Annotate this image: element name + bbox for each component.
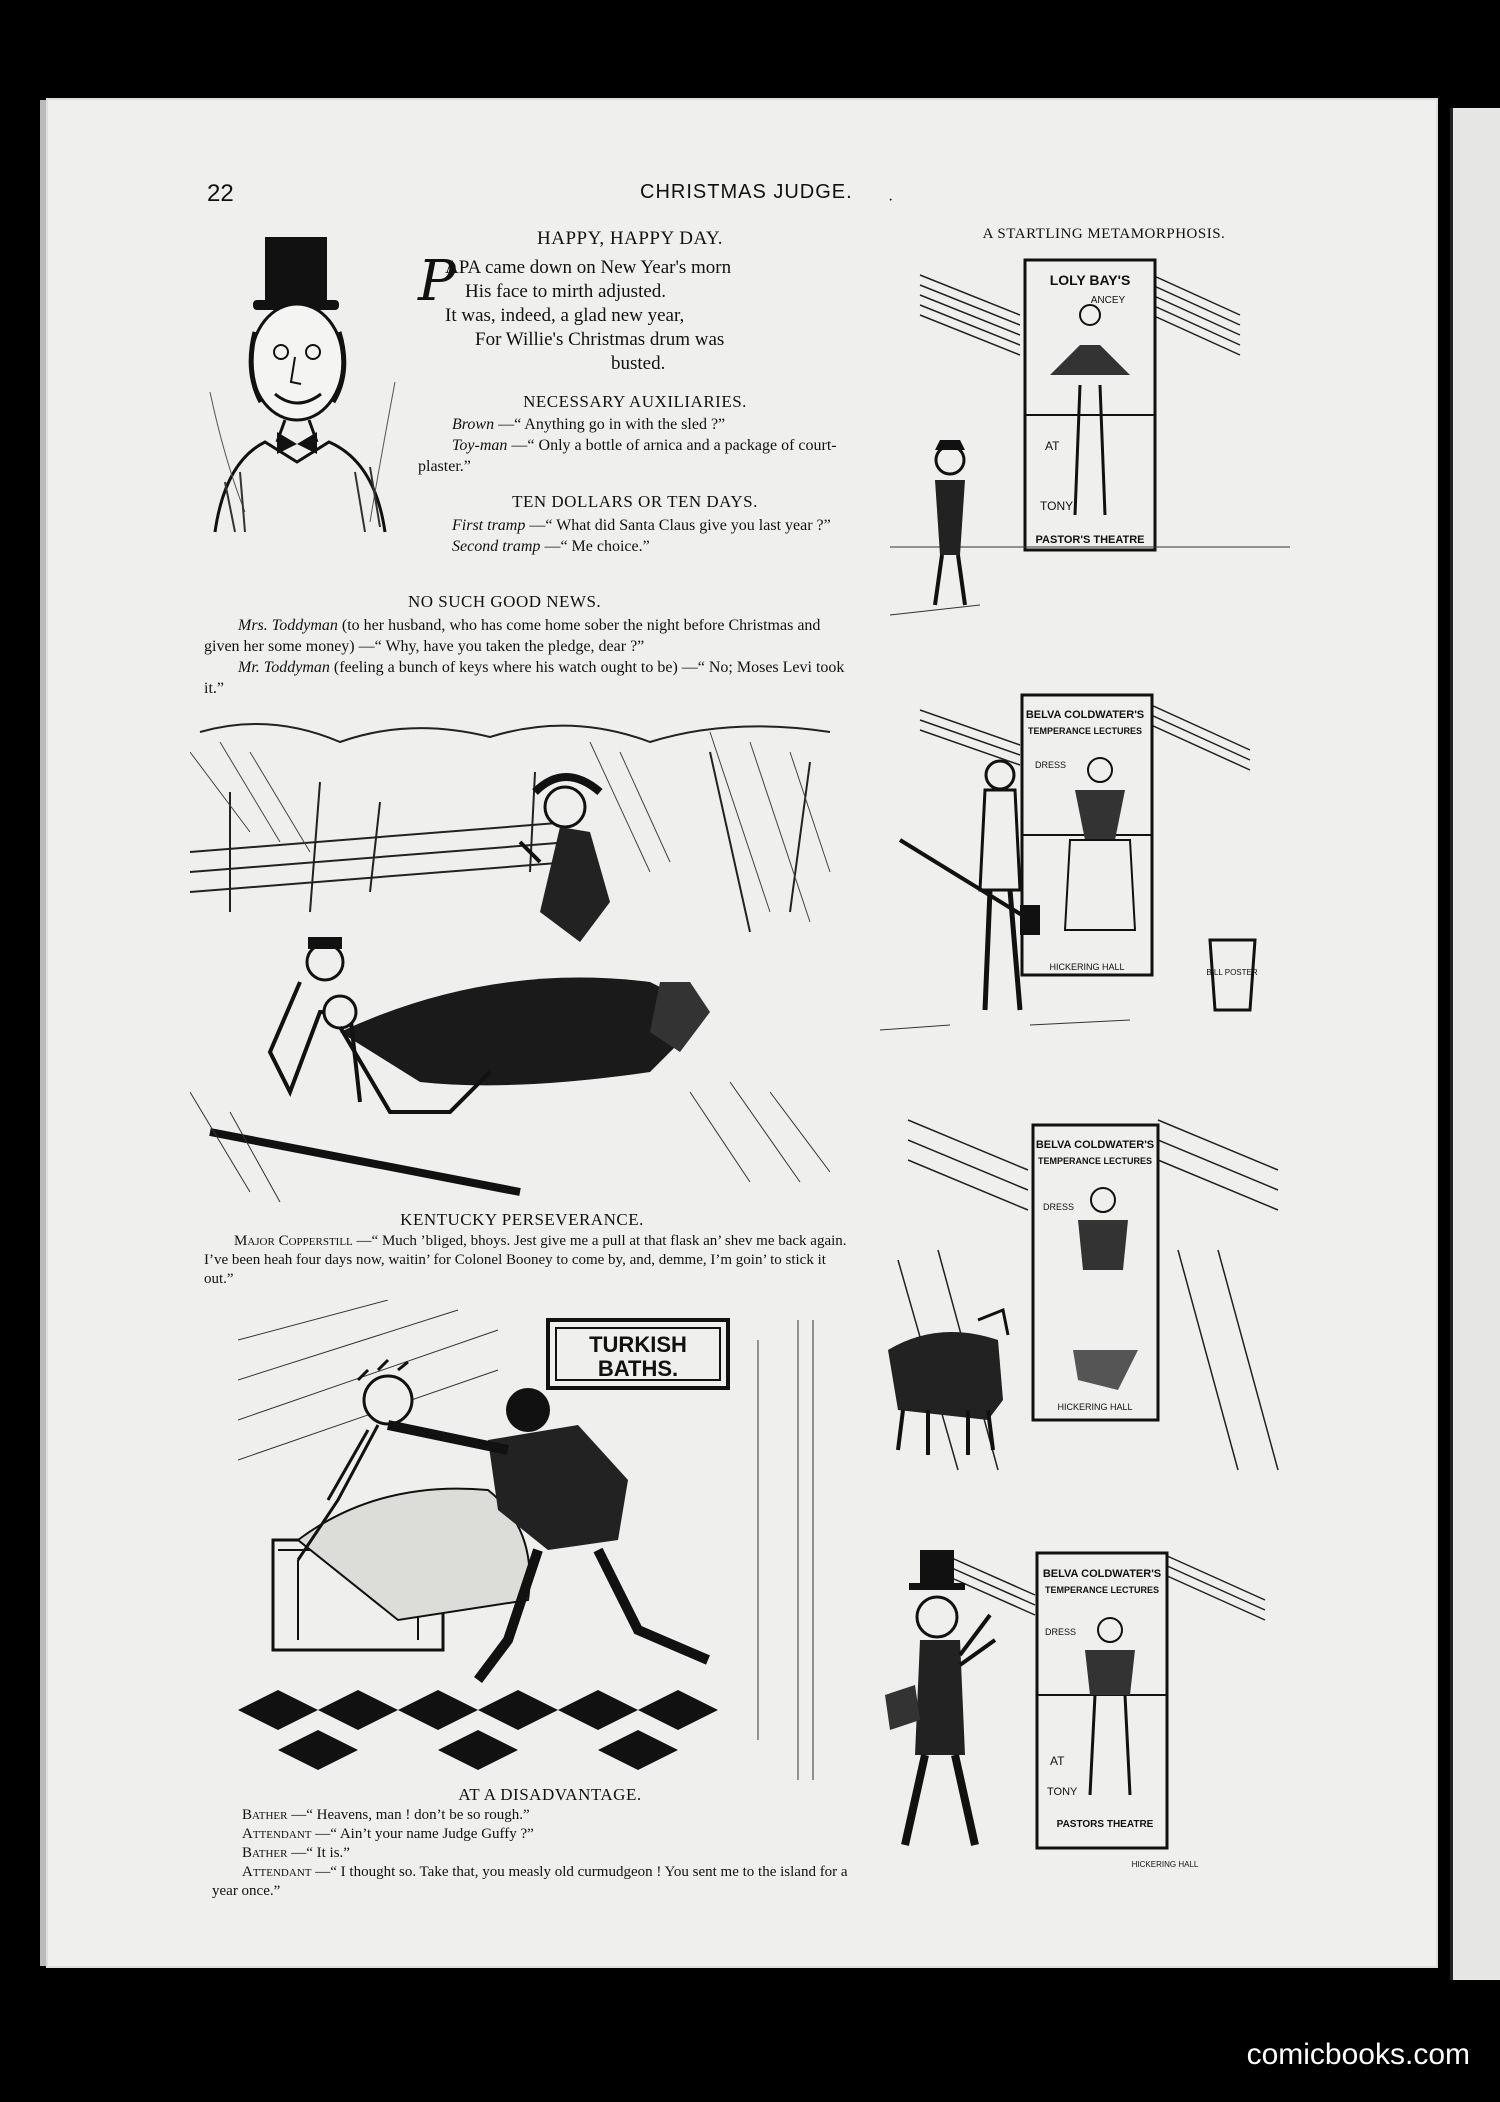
dialogue-line — [212, 1806, 862, 1825]
speaker-second-tramp: Second tramp — [452, 538, 541, 555]
header-smudge: · — [888, 192, 894, 209]
poster-1-at: AT — [1045, 439, 1060, 453]
speaker-mr-toddyman: Mr. Toddyman — [238, 659, 330, 676]
poster-3-hall: HICKERING HALL — [1057, 1402, 1133, 1412]
quote: —“ Anything go in with the sled ?” — [494, 416, 726, 433]
ornamental-dropcap: P — [418, 249, 456, 314]
ten-dollars-title: TEN DOLLARS OR TEN DAYS. — [512, 492, 758, 511]
poster-4-tony: TONY — [1047, 1786, 1078, 1798]
speaker: Attendant — [242, 1826, 312, 1842]
ten-dollars-line-2 — [418, 536, 850, 557]
verse-line: It was, indeed, a glad new year, — [445, 305, 685, 326]
poster-2-dress: DRESS — [1035, 760, 1067, 770]
auxiliaries-title: NECESSARY AUXILIARIES. — [523, 392, 747, 411]
metamorphosis-panel-3 — [878, 1110, 1318, 1490]
poster-3-sub: TEMPERANCE LECTURES — [1037, 1156, 1153, 1166]
happy-day-verse — [445, 256, 855, 376]
auxiliaries-text — [418, 414, 850, 477]
good-news-title: NO SUCH GOOD NEWS. — [408, 592, 602, 611]
quote: (feeling a bunch of keys where his watch ought to be) —“ No; Moses Levi took it.” — [204, 659, 845, 697]
poster-3-dress: DRESS — [1043, 1202, 1075, 1212]
turkish-baths-sign-line1: TURKISH — [589, 1332, 687, 1357]
running-head: CHRISTMAS JUDGE. — [640, 181, 853, 203]
speaker: Bather — [242, 1807, 288, 1823]
verse-line: For Willie's Christmas drum was — [475, 329, 725, 350]
ten-dollars-line-1 — [418, 515, 850, 536]
bucket-label: BILL POSTER — [1206, 968, 1258, 977]
quote: —“ Much ’bliged, bhoys. Jest give me a pull at that flask an’ shev me back again. I’ve been heah four days now, waitin’ for Colonel Booney to come by, and, demme, I’m goin’ to stick it out.” — [204, 1233, 847, 1287]
speaker-mrs-toddyman: Mrs. Toddyman — [238, 617, 338, 634]
poster-4-dress: DRESS — [1045, 1627, 1077, 1637]
metamorphosis-title: A STARTLING METAMORPHOSIS. — [982, 226, 1226, 242]
quote: —“ What did Santa Claus give you last year ?” — [525, 517, 831, 534]
ten-dollars-text — [418, 515, 850, 557]
quote: —“ Me choice.” — [540, 538, 650, 555]
kentucky-dialogue — [204, 1232, 854, 1289]
poster-4-hall: HICKERING HALL — [1131, 1860, 1199, 1869]
auxiliaries-line-2 — [418, 435, 850, 477]
verse-line: His face to mirth adjusted. — [465, 281, 667, 302]
poster-1-sub: ANCEY — [1090, 295, 1126, 306]
baths-dialogue — [212, 1806, 862, 1901]
dialogue-line — [212, 1863, 862, 1901]
verse-line: APA came down on New Year's morn — [445, 257, 732, 278]
page-number: 22 — [207, 180, 234, 207]
kentucky-perseverance-illustration — [190, 712, 840, 1207]
good-news-line-1 — [204, 615, 852, 657]
kentucky-caption — [204, 1232, 854, 1289]
speaker: Attendant — [242, 1864, 312, 1880]
speaker-first-tramp: First tramp — [452, 517, 526, 534]
auxiliaries-line-1 — [418, 414, 850, 435]
quote: —“ Ain’t your name Judge Guffy ?” — [311, 1826, 534, 1842]
facing-page-edge — [1450, 108, 1500, 1980]
poster-4-sub: TEMPERANCE LECTURES — [1044, 1585, 1160, 1595]
poster-4-theatre: PASTORS THEATRE — [1056, 1819, 1154, 1830]
speaker-major-copperstill: Major Copperstill — [234, 1233, 353, 1249]
quote: (to her husband, who has come home sober the night before Christmas and given her some money) —“ Why, have you taken the pledge, dear ?” — [204, 617, 821, 655]
verse-line: busted. — [611, 353, 666, 374]
site-watermark: comicbooks.com — [1246, 2038, 1470, 2071]
kentucky-title: KENTUCKY PERSEVERANCE. — [400, 1210, 644, 1229]
turkish-baths-sign-line2: BATHS. — [597, 1356, 679, 1381]
poster-4-top: BELVA COLDWATER'S — [1042, 1568, 1162, 1580]
poster-2-top: BELVA COLDWATER'S — [1025, 709, 1145, 721]
poster-4-at: AT — [1050, 1754, 1065, 1768]
quote: —“ Heavens, man ! don’t be so rough.” — [287, 1807, 530, 1823]
poster-1-tony: TONY — [1040, 499, 1074, 513]
speaker: Bather — [242, 1845, 288, 1861]
speaker-brown: Brown — [452, 416, 495, 433]
poster-1-top: LOLY BAY'S — [1049, 272, 1131, 288]
happy-day-title: HAPPY, HAPPY DAY. — [537, 228, 723, 249]
good-news-line-2 — [204, 657, 852, 699]
top-hat-man-portrait — [205, 232, 405, 542]
quote: —“ I thought so. Take that, you measly old curmudgeon ! You sent me to the island for a year once.” — [212, 1864, 848, 1899]
turkish-baths-illustration — [238, 1300, 828, 1780]
speaker-toy-man: Toy-man — [452, 437, 508, 454]
baths-title: AT A DISADVANTAGE. — [458, 1785, 642, 1804]
dialogue-line — [212, 1844, 862, 1863]
poster-2-sub: TEMPERANCE LECTURES — [1027, 726, 1143, 736]
quote: —“ It is.” — [287, 1845, 350, 1861]
good-news-text — [204, 615, 852, 699]
quote: —“ Only a bottle of arnica and a package of court-plaster.” — [418, 437, 837, 475]
metamorphosis-panel-1 — [880, 255, 1300, 625]
dialogue-line — [212, 1825, 862, 1844]
metamorphosis-panel-4 — [865, 1545, 1305, 1885]
poster-1-theatre: PASTOR'S THEATRE — [1035, 534, 1145, 546]
poster-2-hall: HICKERING HALL — [1049, 962, 1125, 972]
poster-3-top: BELVA COLDWATER'S — [1035, 1139, 1155, 1151]
metamorphosis-panel-2 — [870, 690, 1310, 1050]
